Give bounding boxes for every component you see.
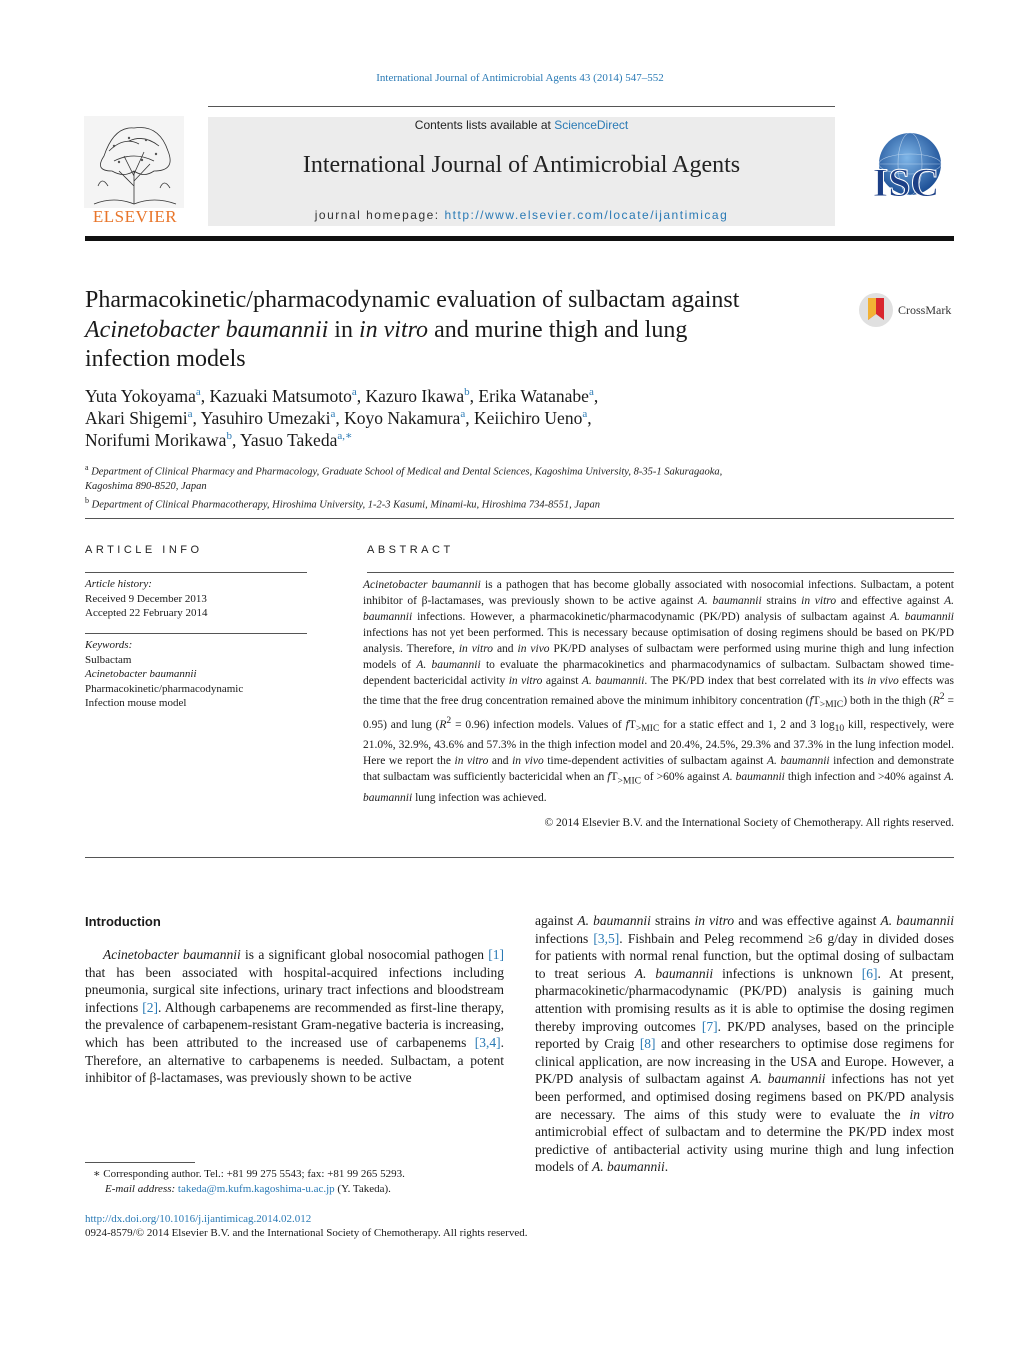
author[interactable]: Kazuaki Matsumoto [209, 386, 352, 406]
email-note [93, 1182, 525, 1197]
introduction-heading: Introduction [85, 914, 161, 929]
affiliation-a [85, 461, 954, 480]
author-affiliation-mark[interactable]: a,∗ [337, 430, 353, 443]
divider [85, 633, 307, 634]
author[interactable]: Keiichiro Ueno [473, 408, 583, 428]
divider [367, 572, 954, 573]
affiliation-mark: a [85, 463, 89, 472]
homepage-prefix: journal homepage: [314, 208, 445, 222]
email-suffix: (Y. Takeda). [334, 1183, 391, 1195]
author[interactable]: Yuta Yokoyama [85, 386, 196, 406]
author-separator: , [356, 386, 366, 406]
divider [85, 518, 954, 519]
author[interactable]: Yasuo Takeda [240, 430, 338, 450]
divider [85, 572, 307, 573]
keywords [85, 638, 307, 711]
author-separator: , [335, 408, 345, 428]
author[interactable]: Akari Shigemi [85, 408, 188, 428]
contents-line [208, 118, 835, 132]
keyword: Sulbactam [85, 653, 132, 666]
abstract-copyright: © 2014 Elsevier B.V. and the International Society of Chemotherapy. All rights reserved. [544, 817, 954, 829]
accepted-date: Accepted 22 February 2014 [85, 607, 208, 619]
author[interactable]: Kazuro Ikawa [365, 386, 465, 406]
keywords-label: Keywords: [85, 639, 133, 651]
received-date: Received 9 December 2013 [85, 592, 207, 605]
author[interactable]: Erika Watanabe [478, 386, 589, 406]
author[interactable]: Yasuhiro Umezaki [200, 408, 331, 428]
author-separator: , [192, 408, 201, 428]
citation-link[interactable]: [7] [701, 1018, 718, 1034]
author-separator: , [587, 408, 592, 428]
article-title [85, 286, 845, 375]
author[interactable]: Norifumi Morikawa [85, 430, 227, 450]
author-separator: , [469, 386, 479, 406]
article-history [85, 577, 307, 621]
affiliation-b [85, 494, 954, 513]
contents-prefix: Contents lists available at [414, 118, 555, 132]
affiliation-mark: b [85, 495, 89, 505]
author-affiliation-mark[interactable]: a [195, 386, 201, 399]
author-affiliation-mark[interactable]: a [330, 408, 336, 421]
abstract-heading: ABSTRACT [367, 544, 454, 556]
footnotes [85, 1167, 525, 1197]
doi-link[interactable]: http://dx.doi.org/10.1016/j.ijantimicag.2014.02.012 [85, 1213, 312, 1225]
header-rule [208, 106, 835, 107]
journal-reference[interactable]: International Journal of Antimicrobial Agents 43 (2014) 547–552 [376, 72, 664, 84]
title-organism: Acinetobacter baumannii [85, 316, 329, 343]
author-separator: , [231, 430, 241, 450]
author-list [85, 385, 785, 451]
header-divider [85, 236, 954, 241]
author-affiliation-mark[interactable]: a [187, 408, 193, 421]
keyword: Infection mouse model [85, 697, 187, 709]
author-separator: , [200, 386, 210, 406]
citation-link[interactable]: [8] [639, 1036, 656, 1052]
crossmark-label[interactable]: CrossMark [898, 303, 952, 317]
journal-homepage [208, 208, 835, 222]
abstract-text: Acinetobacter baumannii is a pathogen that has become globally associated with nosocomial infections. Sulbactam, a potent inhibitor of β-lactamases, was previously shown to be active against A. baumannii strains in vitro and effective against A. baumannii infections. However, a pharmacokinetic/pharmacodynamic (PK/PD) analysis of sulbactam against A. baumannii infections has not yet been performed. This is necessary because optimisation of dosing regimens should be based on PK/PD analysis. Therefore, in vitro and in vivo PK/PD analyses of sulbactam were performed using murine thigh and lung infection models of A. baumannii to evaluate the pharmacokinetics and pharmacodynamics of sulbactam. Sulbactam showed time-dependent bactericidal activity in vitro against A. baumannii. The PK/PD index that best correlated with its in vivo effects was the time that the free drug concentration remained above the minimum inhibitory concentration $(fT_{>MIC})$ both in the thigh $(R^2 = 0.95)$ and lung $(R^2 = 0.96)$ infection models. Values of $fT_{>MIC}$ for a static effect and 1, 2 and 3 $\log_{10}$ kill, respectively, were 21.0%, 32.9%, 43.6% and 57.3% in the thigh infection model and 20.4%, 24.5%, 29.3% and 37.3% in the lung infection model. Here we report the in vitro and in vivo time-dependent activities of sulbactam against A. baumannii infection and demonstrate that sulbactam was sufficiently bactericidal when an $fT_{>MIC}$ of >60% against A. baumannii thigh infection and >40% against A. baumannii lung infection was achieved. [363, 579, 955, 804]
elsevier-wordmark: ELSEVIER [92, 207, 178, 226]
isc-logo-text: ISC [872, 160, 940, 205]
citation-link[interactable]: [3,5] [593, 930, 620, 946]
title-in: in [328, 316, 359, 343]
introduction-column-1: Acinetobacter baumannii is a significant global nosocomial pathogen [1] that has been associated with hospital-acquired infections including pneumonia, surgical site infections, urinary tract infections and bloodstream infections [2]. Although carbapenems are recommended as first-line therapy, the prevalence of carbapenem-resistant Gram-negative bacteria is increasing, which has been attributed to the increased use of carbapenems [3,4]. Therefore, an alternative to carbapenems is needed. Sulbactam, a potent inhibitor of β-lactamases, was previously shown to be active [85, 947, 504, 1086]
email-label: E-mail address: [105, 1183, 178, 1195]
sciencedirect-link[interactable]: ScienceDirect [554, 118, 629, 132]
divider [85, 857, 954, 858]
affiliation-a-continued [85, 480, 954, 494]
citation-link[interactable]: [6] [861, 965, 878, 981]
footnote-divider [85, 1162, 195, 1163]
author-affiliation-mark[interactable]: b [464, 386, 470, 399]
citation-link[interactable]: [1] [488, 947, 504, 962]
author-affiliation-mark[interactable]: b [226, 430, 232, 443]
affiliations [85, 461, 954, 512]
author-affiliation-mark[interactable]: a [582, 408, 588, 421]
title-line-3: infection models [85, 346, 246, 372]
email-link[interactable]: takeda@m.kufm.kagoshima-u.ac.jp [177, 1183, 335, 1195]
keyword: Acinetobacter baumannii [85, 668, 197, 680]
affiliation-text: Department of Clinical Pharmacotherapy, Hiroshima University, 1-2-3 Kasumi, Minami-ku, Hiroshima 734-8551, Japan [91, 499, 601, 510]
author-affiliation-mark[interactable]: a [460, 408, 466, 421]
journal-title: International Journal of Antimicrobial Agents [302, 152, 741, 178]
affiliation-text: Department of Clinical Pharmacy and Pharmacology, Graduate School of Medical and Dental Sciences, Kagoshima University, 8-35-1 Sakuragaoka, [91, 466, 723, 478]
title-line-2-rest: and murine thigh and lung [428, 316, 688, 343]
keyword: Pharmacokinetic/pharmacodynamic [85, 682, 244, 695]
corresponding-author-note: ∗ Corresponding author. Tel.: +81 99 275 5543; fax: +81 99 265 5293. [93, 1168, 405, 1180]
issn-copyright: 0924-8579/© 2014 Elsevier B.V. and the International Society of Chemotherapy. All rights reserved. [85, 1227, 528, 1239]
introduction-column-2: against A. baumannii strains in vitro and was effective against A. baumannii infections [3,5]. Fishbain and Peleg recommend ≥6 g/day in divided doses for patients with normal renal function, but the optimal dosing of sulbactam to treat serious A. baumannii infections is unknown [6]. At present, pharmacokinetic/pharmacodynamic (PK/PD) analysis is gaining much attention with promising results as it is able to optimise the dosing regimen thereby improving outcomes [7]. PK/PD analyses, based on the principle reported by Craig [8] and other researchers to optimise dose regimens for clinical application, are now increasing in the USA and Europe. However, a PK/PD analysis of sulbactam against A. baumannii infections has not yet been performed, and optimised dosing regimens based on PK/PD analysis are necessary. The aims of this study were to evaluate the in vitro antimicrobial effect of sulbactam and to determine the PK/PD index most predictive of antibacterial activity using murine thigh and lung infection models of A. baumannii. [535, 913, 955, 1175]
author-affiliation-mark[interactable]: a [588, 386, 594, 399]
author-affiliation-mark[interactable]: a [351, 386, 357, 399]
title-line-1: Pharmacokinetic/pharmacodynamic evaluation of sulbactam against [85, 287, 740, 313]
citation-link[interactable]: [3,4] [474, 1034, 501, 1050]
history-label: Article history: [85, 578, 152, 590]
isc-society-logo[interactable] [858, 130, 954, 210]
citation-link[interactable]: [2] [142, 999, 159, 1015]
author-separator: , [465, 408, 474, 428]
affiliation-text: Kagoshima 890-8520, Japan [85, 480, 207, 492]
author[interactable]: Koyo Nakamura [344, 408, 461, 428]
article-info-heading: ARTICLE INFO [85, 544, 203, 556]
author-separator: , [593, 386, 599, 406]
homepage-link[interactable]: http://www.elsevier.com/locate/ijantimicag [444, 208, 729, 222]
title-in-vitro: in vitro [358, 316, 429, 343]
